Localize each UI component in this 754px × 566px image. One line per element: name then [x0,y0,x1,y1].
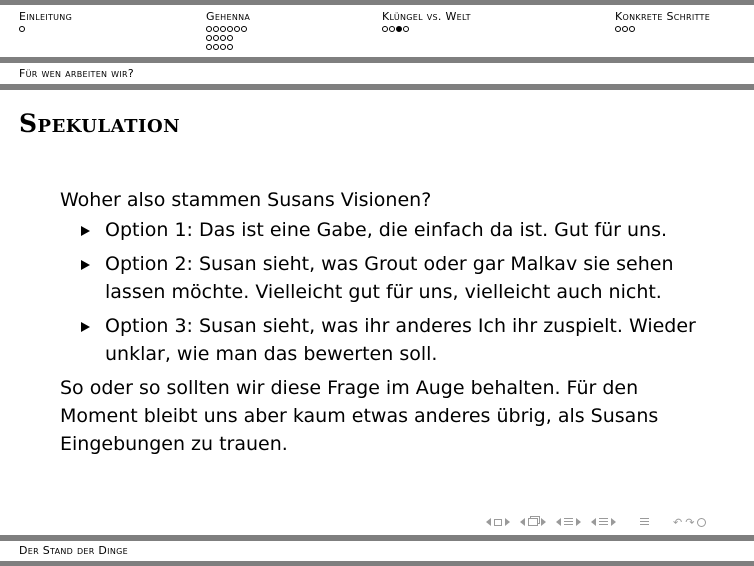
list-item-text: Option 3: Susan sieht, was ihr anderes Ich ihr zuspielt. Wieder unklar, wie man das bewerten soll. [105,315,696,365]
nav-dot-row [382,25,471,34]
subsection-icon[interactable] [564,518,573,527]
nav-dot-row [206,25,250,34]
frame-dot-icon[interactable] [241,26,247,32]
nav-section-kluengel-vs-welt[interactable] [382,11,471,34]
outline-icon[interactable] [640,518,649,527]
forward-icon[interactable]: ↷ [685,515,695,529]
frame-dot-icon[interactable] [629,26,635,32]
section-navigation [0,5,754,57]
prev-section-icon[interactable] [591,518,596,526]
nav-section-einleitung[interactable] [19,11,72,34]
frame-icon[interactable] [528,518,538,526]
prev-subsection-icon[interactable] [556,518,561,526]
option-list [81,216,720,368]
nav-section-title[interactable]: Einleitung [19,10,73,23]
prev-slide-icon[interactable] [486,518,491,526]
next-slide-icon[interactable] [505,518,510,526]
next-subsection-icon[interactable] [576,518,581,526]
frame-dot-icon[interactable] [403,26,409,32]
current-frame-dot-icon[interactable] [396,26,402,32]
nav-dots [19,25,72,34]
next-frame-icon[interactable] [541,518,546,526]
frame-dot-icon[interactable] [227,35,233,41]
outro-text: So oder so sollten wir diese Frage im Auge behalten. Für den Moment bleibt uns aber kaum etwas anderes übrig, als Susans Eingebungen zu trauen. [60,377,659,455]
frame-dot-icon[interactable] [213,26,219,32]
subsection-title: Für wen arbeiten wir? [19,67,135,80]
nav-dot-row [19,25,72,34]
nav-dot-row [615,25,710,34]
header-separator [0,57,754,63]
list-item-text: Option 2: Susan sieht, was Grout oder gar Malkav sie sehen lassen möchte. Vielleicht gut für uns, vielleicht auch nicht. [105,253,674,303]
list-item-text: Option 1: Das ist eine Gabe, die einfach da ist. Gut für uns. [105,219,668,241]
frame-body [60,186,720,458]
nav-section-konkrete-schritte[interactable] [615,11,710,34]
section-icon[interactable] [599,518,608,527]
bullet-triangle-icon [81,226,90,236]
list-item [81,250,720,306]
frame-dot-icon[interactable] [389,26,395,32]
frame-dot-icon[interactable] [234,26,240,32]
bullet-triangle-icon [81,322,90,332]
frame-title: Spekulation [19,109,181,138]
frame-dot-icon[interactable] [206,26,212,32]
frame-dot-icon[interactable] [220,26,226,32]
nav-dots [206,25,250,52]
frame-dot-icon[interactable] [213,44,219,50]
frame-dot-icon[interactable] [227,44,233,50]
bottom-bar [0,561,754,566]
subsection-separator [0,84,754,90]
back-icon[interactable]: ↶ [673,515,683,529]
bullet-triangle-icon [81,260,90,270]
frame-dot-icon[interactable] [206,35,212,41]
frame-dot-icon[interactable] [622,26,628,32]
nav-dots [615,25,710,34]
nav-dot-row [206,34,250,43]
slide-icon[interactable] [494,519,502,526]
prev-frame-icon[interactable] [520,518,525,526]
frame-dot-icon[interactable] [220,35,226,41]
frame-dot-icon[interactable] [227,26,233,32]
frame-dot-icon[interactable] [615,26,621,32]
nav-section-title[interactable]: Konkrete Schritte [615,10,711,23]
list-item [81,216,720,244]
footer-title: Der Stand der Dinge [19,544,128,557]
frame-dot-icon[interactable] [220,44,226,50]
frame-dot-icon[interactable] [213,35,219,41]
nav-section-gehenna[interactable] [206,11,250,52]
frame-dot-icon[interactable] [206,44,212,50]
nav-dot-row [206,43,250,52]
frame-dot-icon[interactable] [19,26,25,32]
intro-text: Woher also stammen Susans Visionen? [60,189,432,211]
footer-separator [0,535,754,541]
nav-section-title[interactable]: Klüngel vs. Welt [382,10,471,23]
navigation-symbols [486,515,706,529]
search-icon[interactable] [697,518,706,527]
frame-dot-icon[interactable] [382,26,388,32]
nav-dots [382,25,471,34]
list-item [81,312,720,368]
next-section-icon[interactable] [611,518,616,526]
nav-section-title[interactable]: Gehenna [206,10,251,23]
